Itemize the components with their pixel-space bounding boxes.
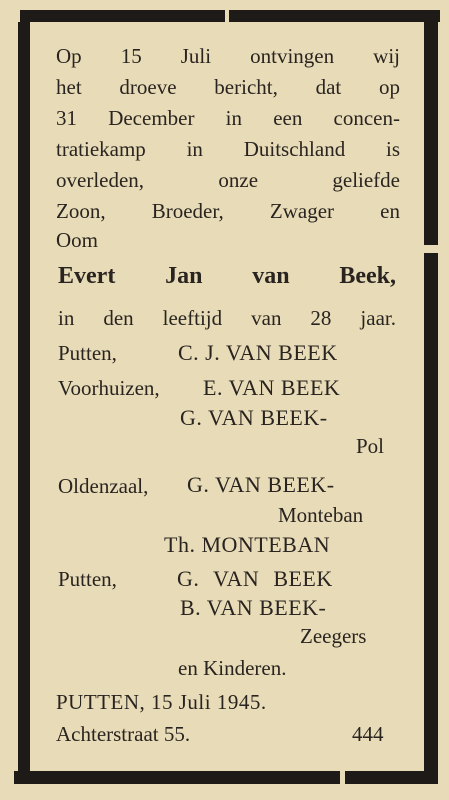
place-date: PUTTEN, 15 Juli 1945. [56, 690, 267, 714]
ad-number: 444 [352, 722, 384, 746]
place-voorhuizen: Voorhuizen, [58, 376, 160, 400]
place-oldenzaal: Oldenzaal, [58, 474, 149, 498]
family-name: Th. MONTEBAN [164, 532, 331, 557]
family-name: G. VAN BEEK- [180, 405, 328, 430]
family-name: E. VAN BEEK [203, 375, 341, 400]
intro-line-6: Zoon, Broeder, Zwager en [56, 199, 400, 223]
border-gap [340, 771, 345, 784]
intro-line-1: Op 15 Juli ontvingen wij [56, 44, 400, 68]
border-left [18, 22, 30, 777]
address: Achterstraat 55. [56, 722, 191, 746]
family-name: B. VAN BEEK- [180, 595, 327, 620]
place-putten: Putten, [58, 567, 117, 591]
intro-line-7: Oom [56, 228, 98, 252]
intro-line-5: overleden, onze geliefde [56, 168, 400, 192]
intro-line-2: het droeve bericht, dat op [56, 75, 400, 99]
border-gap [424, 245, 438, 253]
family-name: G. VAN BEEK- [187, 472, 335, 497]
deceased-name: Evert Jan van Beek, [58, 263, 396, 289]
family-name-suffix: Zeegers [300, 624, 367, 648]
border-gap [225, 10, 229, 22]
border-bottom [14, 771, 438, 784]
family-name: C. J. VAN BEEK [178, 340, 338, 365]
intro-line-4: tratiekamp in Duitschland is [56, 137, 400, 161]
place-putten: Putten, [58, 341, 117, 365]
family-name-suffix: Monteban [278, 503, 364, 527]
family-name: G. VAN BEEK [177, 566, 333, 591]
age-line: in den leeftijd van 28 jaar. [58, 306, 396, 330]
intro-line-3: 31 December in een concen- [56, 106, 400, 130]
family-name-suffix: Pol [356, 434, 385, 458]
border-right [424, 18, 438, 778]
children-line: en Kinderen. [178, 656, 287, 680]
border-top [20, 10, 440, 22]
